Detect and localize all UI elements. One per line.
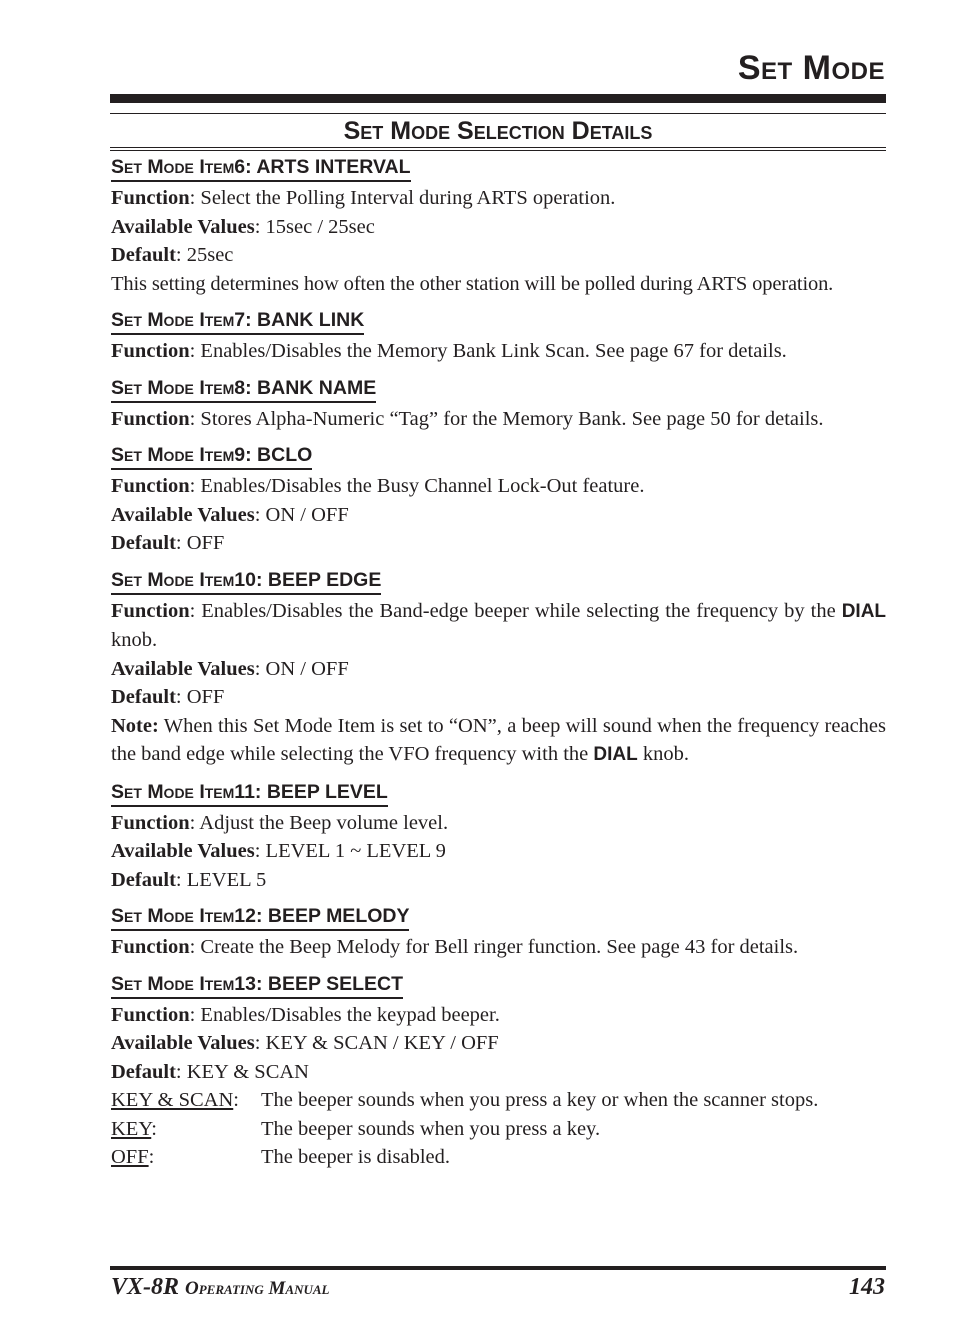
available-values-line: Available Values: ON / OFF (111, 657, 349, 680)
item-heading: Set Mode Item6: ARTS INTERVAL (111, 154, 886, 184)
function-line: Function: Enables/Disables the keypad beeper. (111, 1003, 500, 1026)
function-line: Function: Select the Polling Interval during ARTS operation. (111, 187, 616, 209)
dial-knob-label: DIAL (841, 600, 887, 622)
section-rule-top (110, 113, 886, 114)
available-values-line: Available Values: ON / OFF (111, 503, 349, 526)
set-mode-item-6 (111, 154, 886, 298)
set-mode-item-8 (111, 375, 886, 434)
set-mode-item-11 (111, 779, 886, 895)
item-heading: Set Mode Item10: BEEP EDGE (111, 567, 886, 597)
item-heading: Set Mode Item9: BCLO (111, 442, 886, 472)
option-row: OFF: The beeper is disabled. (111, 1143, 886, 1172)
item-heading: Set Mode Item11: BEEP LEVEL (111, 779, 886, 809)
set-mode-item-10 (111, 567, 886, 770)
item-heading: Set Mode Item12: BEEP MELODY (111, 903, 886, 933)
default-line: Default: KEY & SCAN (111, 1060, 309, 1083)
option-description: The beeper sounds when you press a key or when the scanner stops. (261, 1089, 819, 1111)
available-values-line: Available Values: KEY & SCAN / KEY / OFF (111, 1032, 499, 1054)
note-line: Note: When this Set Mode Item is set to “ON”, a beep will sound when the frequency reaches the band edge while selecting the VFO frequency with the DIAL knob. (111, 714, 886, 765)
option-key: KEY & SCAN (111, 1089, 234, 1111)
function-line: Function: Enables/Disables the Band-edge beeper while selecting the frequency by the DIAL knob. (111, 599, 887, 651)
header-rule (110, 94, 886, 103)
function-line: Function: Stores Alpha-Numeric “Tag” for the Memory Bank. See page 50 for details. (111, 407, 824, 430)
set-mode-item-9 (111, 442, 886, 558)
option-key: OFF (111, 1146, 149, 1168)
function-line: Function: Adjust the Beep volume level. (111, 811, 449, 834)
option-description: The beeper sounds when you press a key. (261, 1117, 601, 1140)
section-rule-bottom-2 (110, 150, 886, 151)
option-row: KEY & SCAN: The beeper sounds when you press a key or when the scanner stops. (111, 1086, 886, 1115)
option-row: KEY: The beeper sounds when you press a key. (111, 1115, 886, 1144)
option-description: The beeper is disabled. (261, 1146, 450, 1168)
set-mode-item-7 (111, 307, 886, 366)
default-line: Default: OFF (111, 532, 225, 554)
section-title: Set Mode Selection Details (343, 117, 653, 145)
default-line: Default: OFF (111, 686, 225, 708)
default-line: Default: 25sec (111, 244, 234, 266)
item-list (111, 154, 886, 1172)
footer-manual-title: VX-8R Operating Manual (111, 1274, 330, 1300)
item-heading: Set Mode Item7: BANK LINK (111, 307, 886, 337)
description-line: This setting determines how often the other station will be polled during ARTS operation. (111, 272, 834, 295)
default-line: Default: LEVEL 5 (111, 868, 267, 891)
function-line: Function: Enables/Disables the Busy Channel Lock-Out feature. (111, 475, 645, 497)
item-heading: Set Mode Item8: BANK NAME (111, 375, 886, 405)
function-line: Function: Create the Beep Melody for Bell ringer function. See page 43 for details. (111, 936, 799, 958)
dial-knob-label: DIAL (593, 744, 638, 765)
available-values-line: Available Values: LEVEL 1 ~ LEVEL 9 (111, 840, 446, 862)
option-key: KEY (111, 1117, 152, 1140)
function-line: Function: Enables/Disables the Memory Bank Link Scan. See page 67 for details. (111, 340, 787, 362)
set-mode-item-13 (111, 971, 886, 1172)
page-title: Set Mode (737, 49, 885, 87)
footer-rule (110, 1266, 886, 1270)
set-mode-item-12 (111, 903, 886, 962)
page-number: 143 (849, 1274, 885, 1300)
item-heading: Set Mode Item13: BEEP SELECT (111, 971, 886, 1001)
section-rule-bottom (110, 147, 886, 148)
available-values-line: Available Values: 15sec / 25sec (111, 215, 375, 238)
